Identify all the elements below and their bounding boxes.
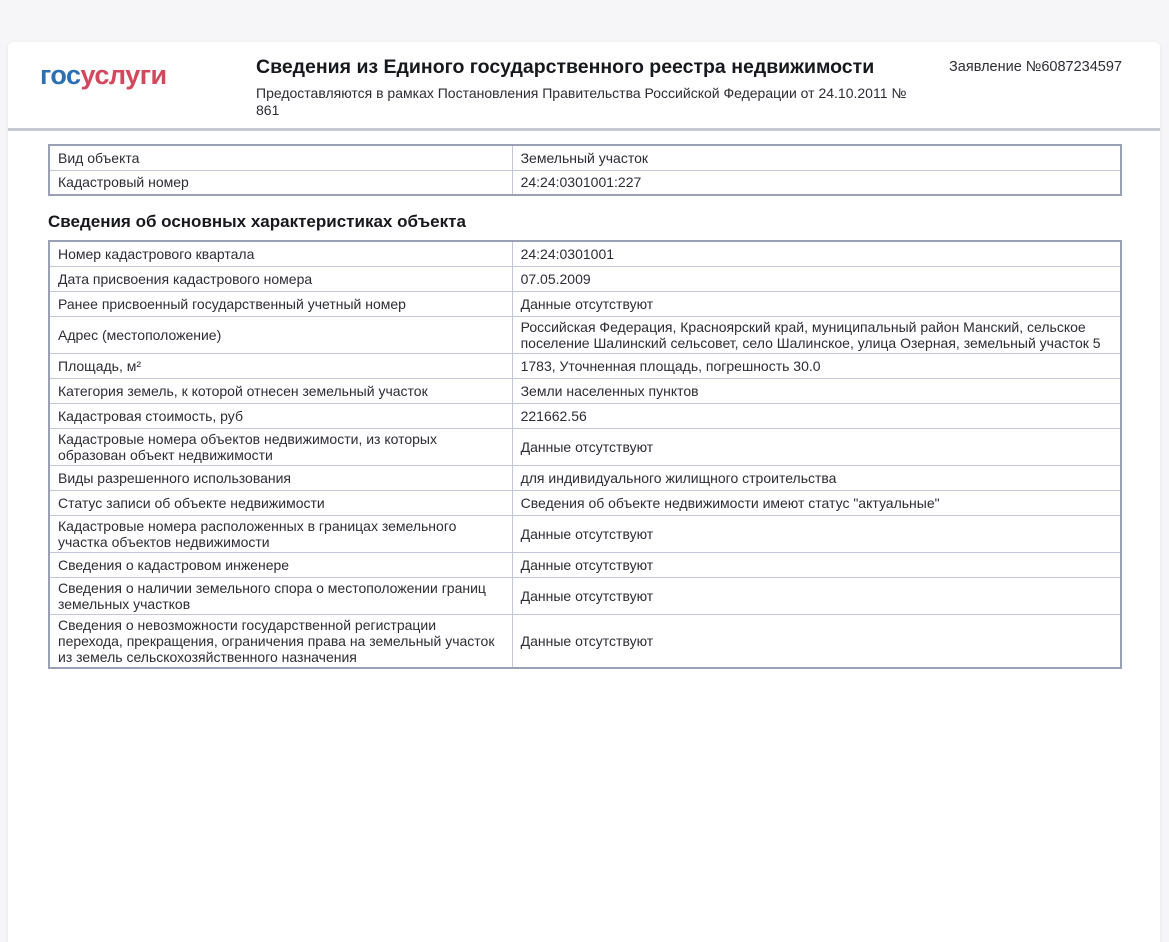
row-label: Кадастровый номер: [49, 170, 512, 195]
application-number: Заявление №6087234597: [949, 59, 1122, 75]
row-value: Данные отсутствуют: [512, 291, 1121, 316]
table-row: [49, 291, 1121, 316]
page-title: Сведения из Единого государственного реестра недвижимости: [256, 56, 875, 78]
row-label: Сведения о невозможности государственной регистрации перехода, прекращения, ограничения права на земельный участок из земель сельскохозяйственного назначения: [49, 614, 512, 668]
object-details-table: [48, 240, 1122, 669]
table-row: [49, 316, 1121, 353]
table-row: [49, 515, 1121, 552]
row-label: Кадастровые номера объектов недвижимости, из которых образован объект недвижимости: [49, 428, 512, 465]
table-row: [49, 241, 1121, 266]
row-label: Виды разрешенного использования: [49, 465, 512, 490]
row-value: Данные отсутствуют: [512, 515, 1121, 552]
row-value: 24:24:0301001:227: [512, 170, 1121, 195]
row-value: Данные отсутствуют: [512, 577, 1121, 614]
row-label: Сведения о кадастровом инженере: [49, 552, 512, 577]
document-content: [48, 144, 1122, 669]
row-value: Земельный участок: [512, 145, 1121, 170]
table-row: [49, 403, 1121, 428]
object-summary-table: [48, 144, 1122, 196]
row-label: Кадастровые номера расположенных в границах земельного участка объектов недвижимости: [49, 515, 512, 552]
logo-part-gos: гос: [40, 60, 81, 90]
table-row: [49, 145, 1121, 170]
row-label: Кадастровая стоимость, руб: [49, 403, 512, 428]
row-value: Сведения об объекте недвижимости имеют статус "актуальные": [512, 490, 1121, 515]
row-label: Адрес (местоположение): [49, 316, 512, 353]
document-header: [8, 42, 1160, 128]
row-label: Сведения о наличии земельного спора о местоположении границ земельных участков: [49, 577, 512, 614]
table-row: [49, 170, 1121, 195]
row-value: Земли населенных пунктов: [512, 378, 1121, 403]
row-label: Номер кадастрового квартала: [49, 241, 512, 266]
table-row: [49, 552, 1121, 577]
table-row: [49, 465, 1121, 490]
row-label: Вид объекта: [49, 145, 512, 170]
row-value: 1783, Уточненная площадь, погрешность 30.0: [512, 353, 1121, 378]
table-row: [49, 490, 1121, 515]
row-value: 24:24:0301001: [512, 241, 1121, 266]
row-label: Площадь, м²: [49, 353, 512, 378]
table-row: [49, 266, 1121, 291]
document-page: [8, 42, 1160, 942]
row-value: 221662.56: [512, 403, 1121, 428]
row-value: Российская Федерация, Красноярский край, муниципальный район Манский, сельское поселение Шалинский сельсовет, село Шалинское, улица Озерная, земельный участок 5: [512, 316, 1121, 353]
row-value: 07.05.2009: [512, 266, 1121, 291]
row-value: Данные отсутствуют: [512, 552, 1121, 577]
table-row: [49, 577, 1121, 614]
row-value: Данные отсутствуют: [512, 428, 1121, 465]
row-label: Статус записи об объекте недвижимости: [49, 490, 512, 515]
gosuslugi-logo: [40, 55, 256, 91]
table-row: [49, 428, 1121, 465]
row-label: Ранее присвоенный государственный учетный номер: [49, 291, 512, 316]
row-label: Категория земель, к которой отнесен земельный участок: [49, 378, 512, 403]
section-title: Сведения об основных характеристиках объекта: [48, 212, 466, 231]
row-value: для индивидуального жилищного строительства: [512, 465, 1121, 490]
table-row: [49, 353, 1121, 378]
logo-part-uslugi: услуги: [80, 60, 167, 90]
table-row: [49, 614, 1121, 668]
row-value: Данные отсутствуют: [512, 614, 1121, 668]
table-row: [49, 378, 1121, 403]
header-title-block: [256, 55, 931, 119]
row-label: Дата присвоения кадастрового номера: [49, 266, 512, 291]
page-subtitle: Предоставляются в рамках Постановления Правительства Российской Федерации от 24.10.2011 № 861: [256, 85, 907, 118]
header-divider: [8, 128, 1160, 131]
